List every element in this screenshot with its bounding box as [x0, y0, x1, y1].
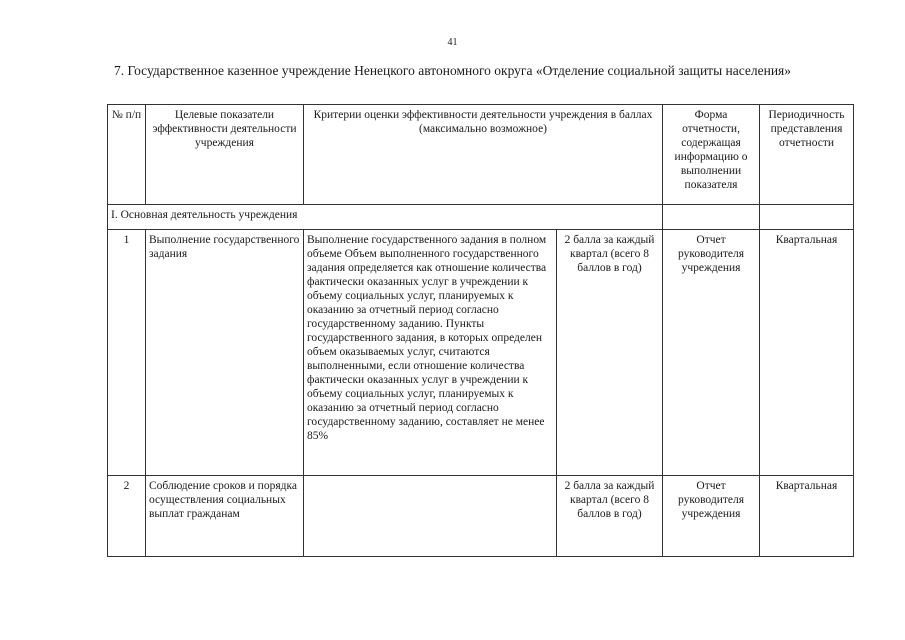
section-empty-cell [663, 205, 760, 230]
row-form: Отчет руководителя учреждения [663, 476, 760, 557]
header-num: № п/п [108, 105, 146, 205]
header-indicator: Целевые показатели эффективности деятельности учреждения [146, 105, 304, 205]
row-num: 1 [108, 230, 146, 476]
row-indicator: Соблюдение сроков и порядка осуществления социальных выплат гражданам [146, 476, 304, 557]
row-indicator: Выполнение государственного задания [146, 230, 304, 476]
row-form: Отчет руководителя учреждения [663, 230, 760, 476]
row-criterion-text [304, 476, 557, 557]
indicators-table [107, 104, 854, 557]
page-number: 41 [447, 37, 458, 48]
document-title: 7. Государственное казенное учреждение Ненецкого автономного округа «Отделение социальной защиты населения» [113, 63, 792, 78]
table-row [108, 476, 854, 557]
table-row [108, 230, 854, 476]
section-empty-cell [760, 205, 854, 230]
header-period: Периодичность представления отчетности [760, 105, 854, 205]
row-points: 2 балла за каждый квартал (всего 8 баллов в год) [557, 230, 663, 476]
row-period: Квартальная [760, 230, 854, 476]
header-form: Форма отчетности, содержащая информацию о выполнении показателя [663, 105, 760, 205]
header-criteria: Критерии оценки эффективности деятельности учреждения в баллах (максимально возможное) [304, 105, 663, 205]
row-criterion-text: Выполнение государственного задания в полном объеме Объем выполненного государственного задания определяется как отношение количества фактически оказанных услуг в учреждении к объему социальных услуг, планируемых к оказанию за отчетный период согласно государственному заданию. Пункты государственного задания, в которых определен объем оказываемых услуг, считаются выполненными, если отношение количества фактически оказанных услуг в учреждении к объему социальных услуг, планируемых к оказанию за отчетный период согласно государственному заданию, составляет не менее 85% [304, 230, 557, 476]
row-period: Квартальная [760, 476, 854, 557]
row-num: 2 [108, 476, 146, 557]
table-header-row [108, 105, 854, 205]
section-row [108, 205, 854, 230]
row-points: 2 балла за каждый квартал (всего 8 баллов в год) [557, 476, 663, 557]
section-title: I. Основная деятельность учреждения [108, 205, 663, 230]
